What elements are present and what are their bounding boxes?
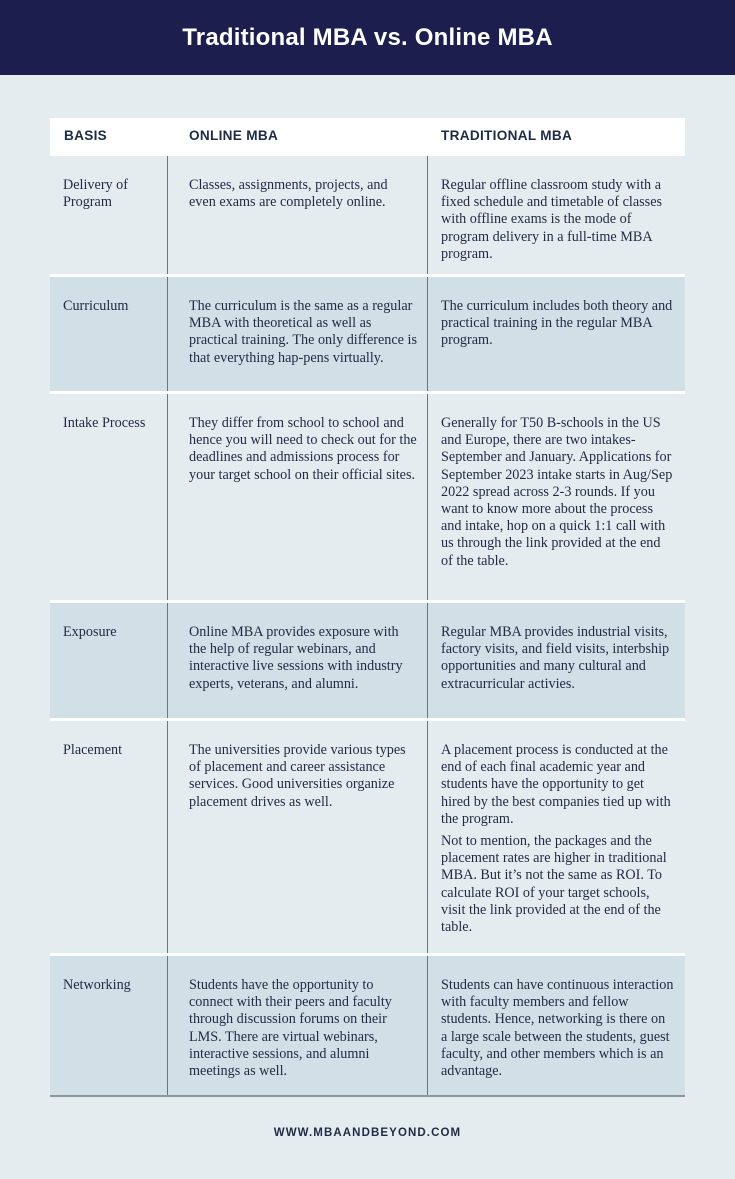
traditional-cell (428, 156, 685, 274)
table-header-row (50, 118, 685, 153)
traditional-text: The curriculum includes both theory and practical training in the regular MBA program. (441, 298, 673, 349)
header-basis: BASIS (64, 128, 108, 143)
online-cell: They differ from school to school and hence you will need to check out for the deadlines and admissions process for your target school on their official sites. (168, 394, 428, 600)
table-row-curriculum (50, 274, 685, 391)
page-title: Traditional MBA vs. Online MBA (182, 23, 553, 51)
traditional-text: A placement process is conducted at the end of each final academic year and students have the opportunity to get hired by the best companies tied up with the program. (441, 742, 671, 827)
traditional-text: Not to mention, the packages and the placement rates are higher in traditional MBA. But it’s not the same as ROI. To calculate ROI of your target schools, visit the link provided at the end of the table. (441, 833, 667, 936)
footer-url: WWW.MBAANDBEYOND.COM (273, 1127, 462, 1139)
table-row-delivery (50, 153, 685, 274)
basis-cell: Curriculum (50, 277, 168, 391)
table-row-placement (50, 718, 685, 953)
basis-cell: Delivery of Program (50, 156, 168, 274)
traditional-cell (428, 721, 685, 953)
traditional-cell (428, 956, 685, 1095)
traditional-text: Generally for T50 B-schools in the US and Europe, there are two intakes- September and January. Applications for September 2023 intake starts in Aug/Sep 2022 spread across 2-3 rounds. If you want to know more about the process and intake, hop on a quick 1:1 call with us through the link provided at the end of the table. (441, 415, 673, 569)
header-traditional-mba: TRADITIONAL MBA (441, 128, 573, 143)
table-row-intake (50, 391, 685, 600)
online-cell: Online MBA provides exposure with the help of regular webinars, and interactive live sessions with industry experts, veterans, and alumni. (168, 603, 428, 718)
traditional-cell (428, 277, 685, 391)
traditional-cell (428, 603, 685, 718)
traditional-cell (428, 394, 685, 600)
traditional-text: Students can have continuous interaction with faculty members and fellow students. Hence, networking is there on a large scale between the students, guest faculty, and other members which is an advantage. (441, 977, 674, 1080)
title-banner (0, 0, 735, 75)
table-row-networking (50, 953, 685, 1095)
basis-cell: Exposure (50, 603, 168, 718)
basis-cell: Placement (50, 721, 168, 953)
online-cell: Classes, assignments, projects, and even exams are completely online. (168, 156, 428, 274)
comparison-table (50, 118, 685, 1097)
basis-cell: Intake Process (50, 394, 168, 600)
online-cell: The curriculum is the same as a regular MBA with theoretical as well as practical training. The only difference is that everything hap-pens virtually. (168, 277, 428, 391)
table-row-exposure (50, 600, 685, 718)
basis-cell: Networking (50, 956, 168, 1095)
header-online-mba: ONLINE MBA (189, 128, 279, 143)
traditional-text: Regular offline classroom study with a fixed schedule and timetable of classes with offline exams is the mode of program delivery in a full-time MBA program. (441, 177, 663, 262)
traditional-text: Regular MBA provides industrial visits, factory visits, and field visits, interbship opportunities and many cultural and extracurricular activies. (441, 624, 670, 692)
online-cell: The universities provide various types of placement and career assistance services. Good universities organize placement drives as well. (168, 721, 428, 953)
online-cell: Students have the opportunity to connect with their peers and faculty through discussion forums on their LMS. There are virtual webinars, interactive sessions, and alumni meetings as well. (168, 956, 428, 1095)
